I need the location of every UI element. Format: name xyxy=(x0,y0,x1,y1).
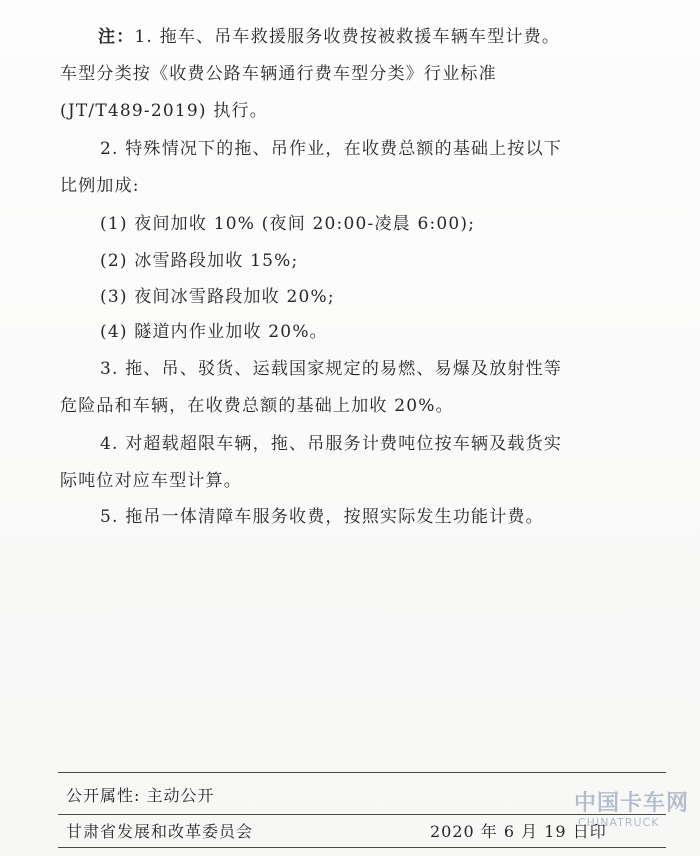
note-line-7: (2) 冰雪路段加收 15%; xyxy=(100,251,299,271)
note-line-2: 车型分类按《收费公路车辆通行费车型分类》行业标准 xyxy=(60,64,497,84)
note-line-11: 危险品和车辆，在收费总额的基础上加收 20%。 xyxy=(60,396,454,416)
note-line-12: 4. 对超载超限车辆，拖、吊服务计费吨位按车辆及载货实 xyxy=(100,434,563,454)
footer-rule-bottom xyxy=(58,847,666,848)
footer-rule-top xyxy=(58,772,666,773)
note-prefix: 注： xyxy=(98,27,135,47)
note-line-5: 比例加成: xyxy=(60,176,140,196)
note-line-14: 5. 拖吊一体清障车服务收费，按照实际发生功能计费。 xyxy=(100,507,544,527)
site-watermark xyxy=(560,778,690,838)
note-line-3: (JT/T489-2019) 执行。 xyxy=(60,101,268,121)
print-date: 2020 年 6 月 19 日印 xyxy=(430,822,607,841)
note-line-9: (4) 隧道内作业加收 20%。 xyxy=(100,322,328,342)
note-line-13: 际吨位对应车型计算。 xyxy=(60,471,242,491)
issuing-agency: 甘肃省发展和改革委员会 xyxy=(66,822,254,841)
note-line-6: (1) 夜间加收 10% (夜间 20:00-凌晨 6:00); xyxy=(100,214,476,234)
disclosure-attribute: 公开属性: 主动公开 xyxy=(66,786,215,805)
watermark-en: CHINATRUCK xyxy=(578,816,660,829)
note-item-1: 1. 拖车、吊车救援服务收费按被救援车辆车型计费。 xyxy=(134,27,561,47)
note-line-8: (3) 夜间冰雪路段加收 20%; xyxy=(100,287,335,307)
note-line-10: 3. 拖、吊、驳货、运载国家规定的易燃、易爆及放射性等 xyxy=(100,359,563,379)
note-line-4: 2. 特殊情况下的拖、吊作业，在收费总额的基础上按以下 xyxy=(100,139,563,159)
watermark-cn: 中国卡车网 xyxy=(574,791,690,816)
note-line-1 xyxy=(98,26,560,48)
